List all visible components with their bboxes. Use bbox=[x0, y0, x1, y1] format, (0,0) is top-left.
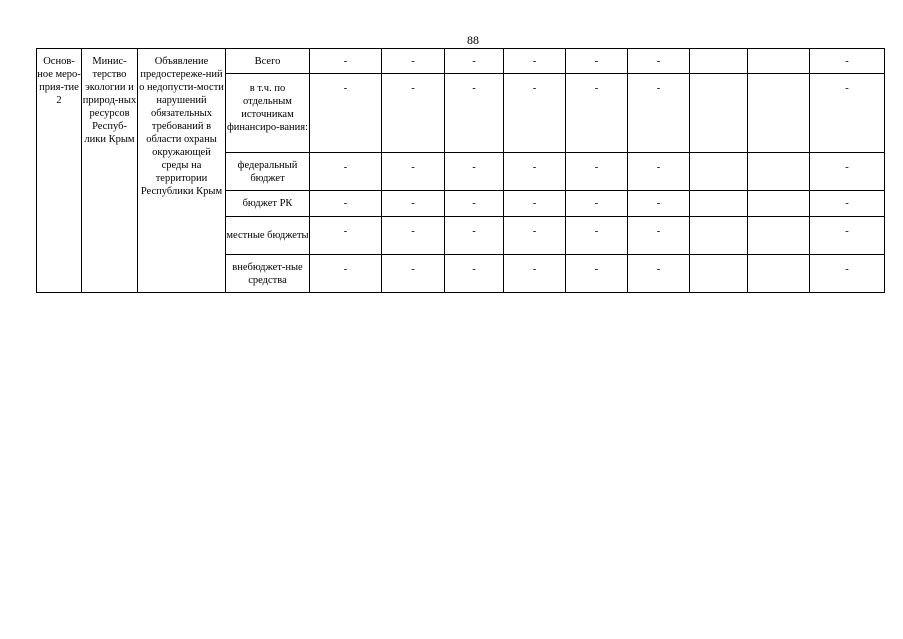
value-cell: - bbox=[445, 217, 504, 255]
value-cell bbox=[748, 153, 810, 191]
description-cell: Объявление предостереже-ний о недопусти-мости нарушений обязательных требований в области охраны окружающей среды на территории Республики Крым bbox=[138, 49, 226, 293]
value-cell bbox=[690, 74, 748, 153]
value-cell bbox=[748, 49, 810, 74]
value-cell bbox=[748, 255, 810, 293]
value-cell: - bbox=[566, 255, 628, 293]
value-cell: - bbox=[310, 74, 382, 153]
value-cell: - bbox=[504, 153, 566, 191]
source-cell: федеральный бюджет bbox=[226, 153, 310, 191]
value-cell: - bbox=[382, 153, 445, 191]
financing-table bbox=[36, 48, 885, 293]
value-cell: - bbox=[810, 49, 885, 74]
value-cell: - bbox=[445, 153, 504, 191]
value-cell: - bbox=[810, 153, 885, 191]
source-cell: внебюджет-ные средства bbox=[226, 255, 310, 293]
value-cell: - bbox=[628, 191, 690, 217]
value-cell: - bbox=[382, 217, 445, 255]
value-cell bbox=[690, 191, 748, 217]
value-cell: - bbox=[382, 191, 445, 217]
value-cell bbox=[690, 255, 748, 293]
event-cell: Основ-ное меро-прия-тие 2 bbox=[37, 49, 82, 293]
value-cell: - bbox=[382, 255, 445, 293]
value-cell: - bbox=[566, 191, 628, 217]
table-row bbox=[37, 49, 885, 74]
source-cell: местные бюджеты bbox=[226, 217, 310, 255]
value-cell bbox=[748, 217, 810, 255]
value-cell: - bbox=[810, 217, 885, 255]
value-cell: - bbox=[566, 153, 628, 191]
value-cell: - bbox=[445, 49, 504, 74]
value-cell: - bbox=[445, 255, 504, 293]
value-cell: - bbox=[504, 217, 566, 255]
value-cell: - bbox=[566, 217, 628, 255]
value-cell: - bbox=[310, 255, 382, 293]
value-cell: - bbox=[310, 153, 382, 191]
value-cell: - bbox=[310, 217, 382, 255]
value-cell bbox=[690, 217, 748, 255]
value-cell: - bbox=[382, 49, 445, 74]
value-cell: - bbox=[628, 74, 690, 153]
value-cell: - bbox=[445, 191, 504, 217]
executor-cell: Минис-терство экологии и природ-ных ресурсов Респуб-лики Крым bbox=[82, 49, 138, 293]
page-number: 88 bbox=[467, 33, 479, 47]
value-cell: - bbox=[310, 191, 382, 217]
value-cell: - bbox=[310, 49, 382, 74]
value-cell bbox=[748, 191, 810, 217]
value-cell: - bbox=[504, 74, 566, 153]
value-cell bbox=[690, 153, 748, 191]
value-cell bbox=[690, 49, 748, 74]
value-cell: - bbox=[810, 255, 885, 293]
value-cell: - bbox=[566, 74, 628, 153]
value-cell: - bbox=[504, 49, 566, 74]
value-cell: - bbox=[628, 255, 690, 293]
source-cell: Всего bbox=[226, 49, 310, 74]
value-cell: - bbox=[504, 191, 566, 217]
source-cell: в т.ч. по отдельным источникам финансиро-вания: bbox=[226, 74, 310, 153]
value-cell: - bbox=[566, 49, 628, 74]
value-cell bbox=[748, 74, 810, 153]
value-cell: - bbox=[382, 74, 445, 153]
value-cell: - bbox=[810, 74, 885, 153]
value-cell: - bbox=[504, 255, 566, 293]
value-cell: - bbox=[810, 191, 885, 217]
source-cell: бюджет РК bbox=[226, 191, 310, 217]
value-cell: - bbox=[628, 153, 690, 191]
value-cell: - bbox=[445, 74, 504, 153]
value-cell: - bbox=[628, 217, 690, 255]
value-cell: - bbox=[628, 49, 690, 74]
